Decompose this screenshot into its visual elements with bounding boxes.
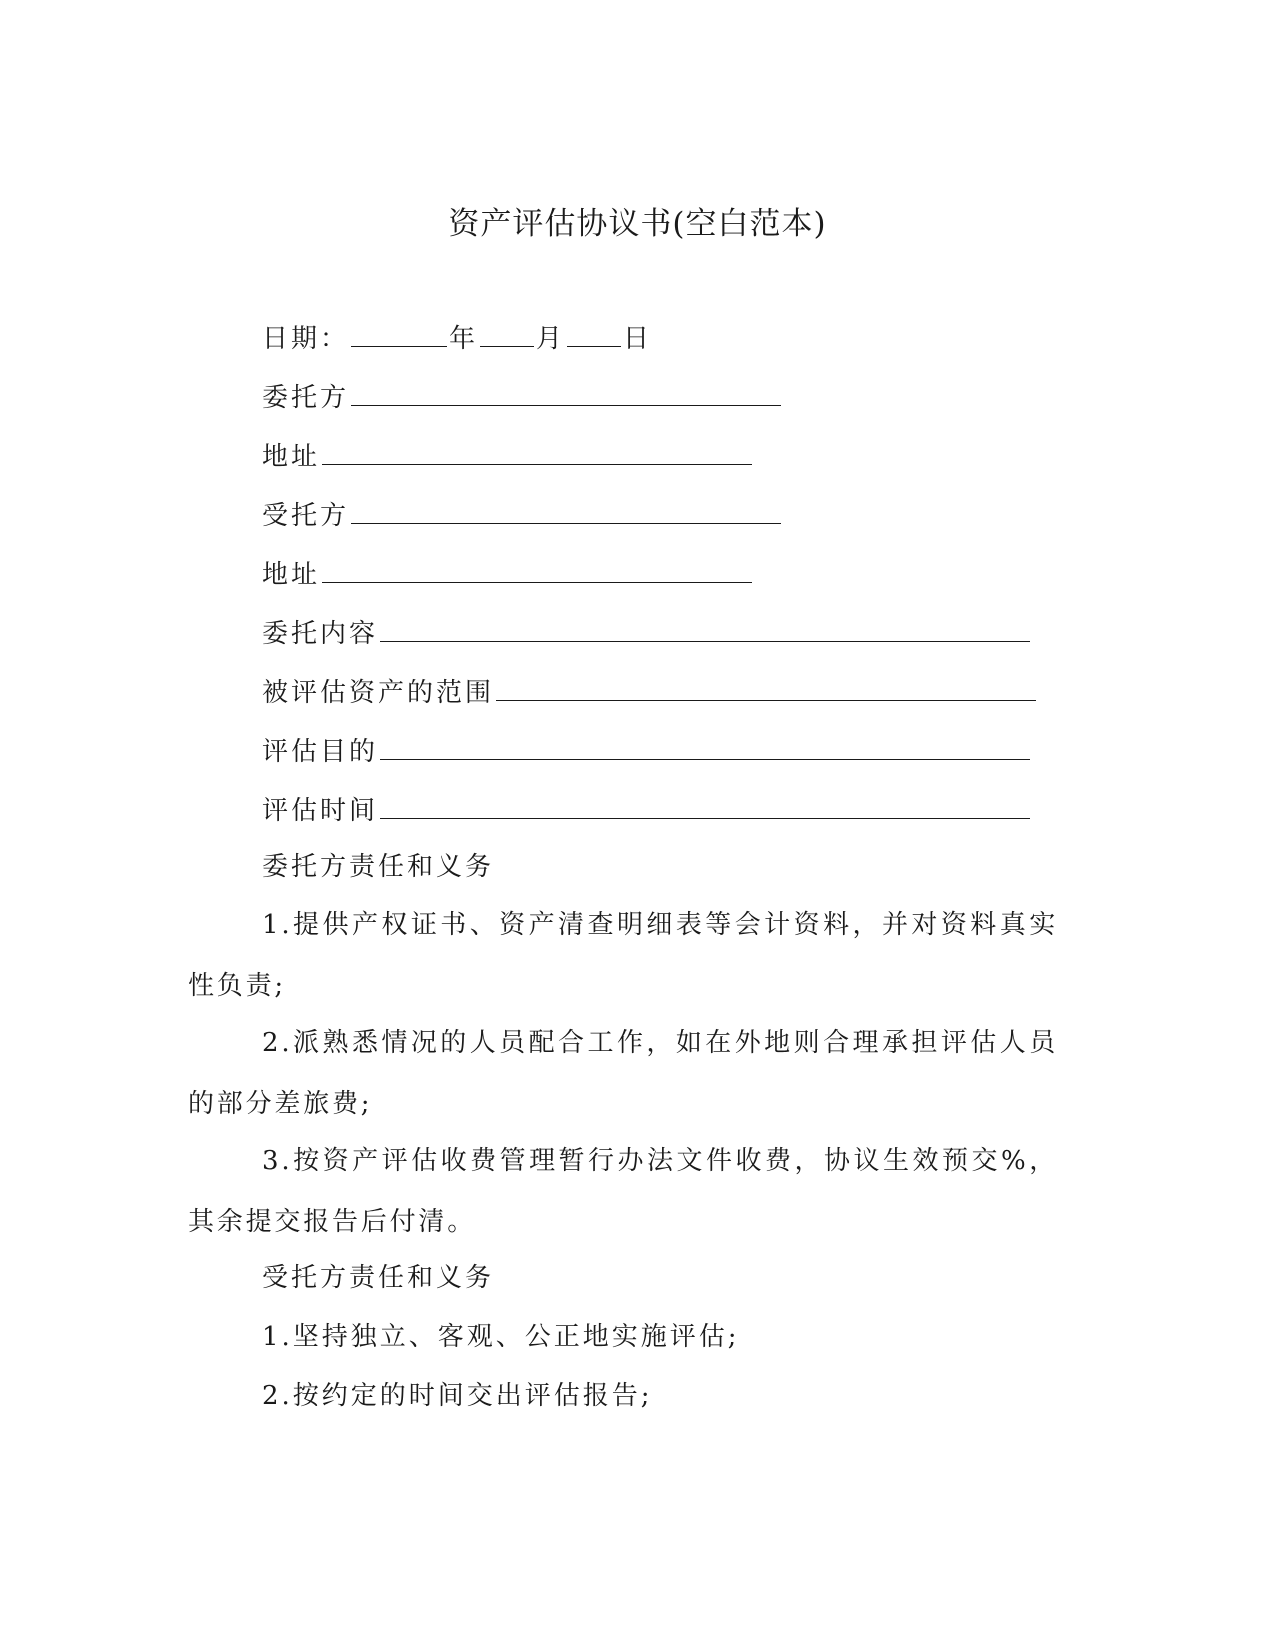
field-asset-scope [262, 670, 1038, 713]
section-heading-client: 委托方责任和义务 [262, 852, 495, 882]
day-blank [567, 316, 621, 347]
field-agent-address [262, 552, 754, 595]
month-label: 月 [536, 324, 566, 354]
document-title: 资产评估协议书(空白范本) [448, 206, 827, 242]
field-client [262, 375, 783, 418]
date-label: 日期： [262, 324, 350, 354]
day-label: 日 [623, 324, 653, 354]
field-purpose [262, 729, 1032, 772]
field-label: 受托方 [262, 501, 350, 531]
client-item-1: 1.提供产权证书、资产清查明细表等会计资料，并对资料真实性负责; [188, 910, 1058, 1001]
field-label: 委托方 [262, 383, 350, 413]
year-label: 年 [449, 324, 479, 354]
field-label: 评估时间 [262, 796, 379, 826]
date-line [262, 316, 652, 359]
agent-item-2: 2.按约定的时间交出评估报告; [262, 1381, 653, 1411]
field-blank [351, 375, 781, 406]
field-entrusted-content [262, 611, 1032, 654]
field-label: 地址 [262, 442, 321, 472]
field-blank [496, 670, 1036, 701]
field-label: 委托内容 [262, 619, 379, 649]
year-blank [351, 316, 447, 347]
agent-item-1: 1.坚持独立、客观、公正地实施评估; [262, 1322, 740, 1352]
section-heading-agent: 受托方责任和义务 [262, 1263, 495, 1293]
field-blank [380, 729, 1030, 760]
field-agent [262, 493, 783, 536]
month-blank [480, 316, 534, 347]
field-label: 评估目的 [262, 737, 379, 767]
field-label: 被评估资产的范围 [262, 678, 495, 708]
client-item-3: 3.按资产评估收费管理暂行办法文件收费，协议生效预交%，其余提交报告后付清。 [188, 1146, 1058, 1237]
field-blank [322, 434, 752, 465]
field-time [262, 788, 1032, 831]
field-blank [380, 788, 1030, 819]
field-label: 地址 [262, 560, 321, 590]
field-blank [351, 493, 781, 524]
client-item-2: 2.派熟悉情况的人员配合工作，如在外地则合理承担评估人员的部分差旅费; [188, 1028, 1058, 1119]
field-blank [380, 611, 1030, 642]
field-client-address [262, 434, 754, 477]
field-blank [322, 552, 752, 583]
